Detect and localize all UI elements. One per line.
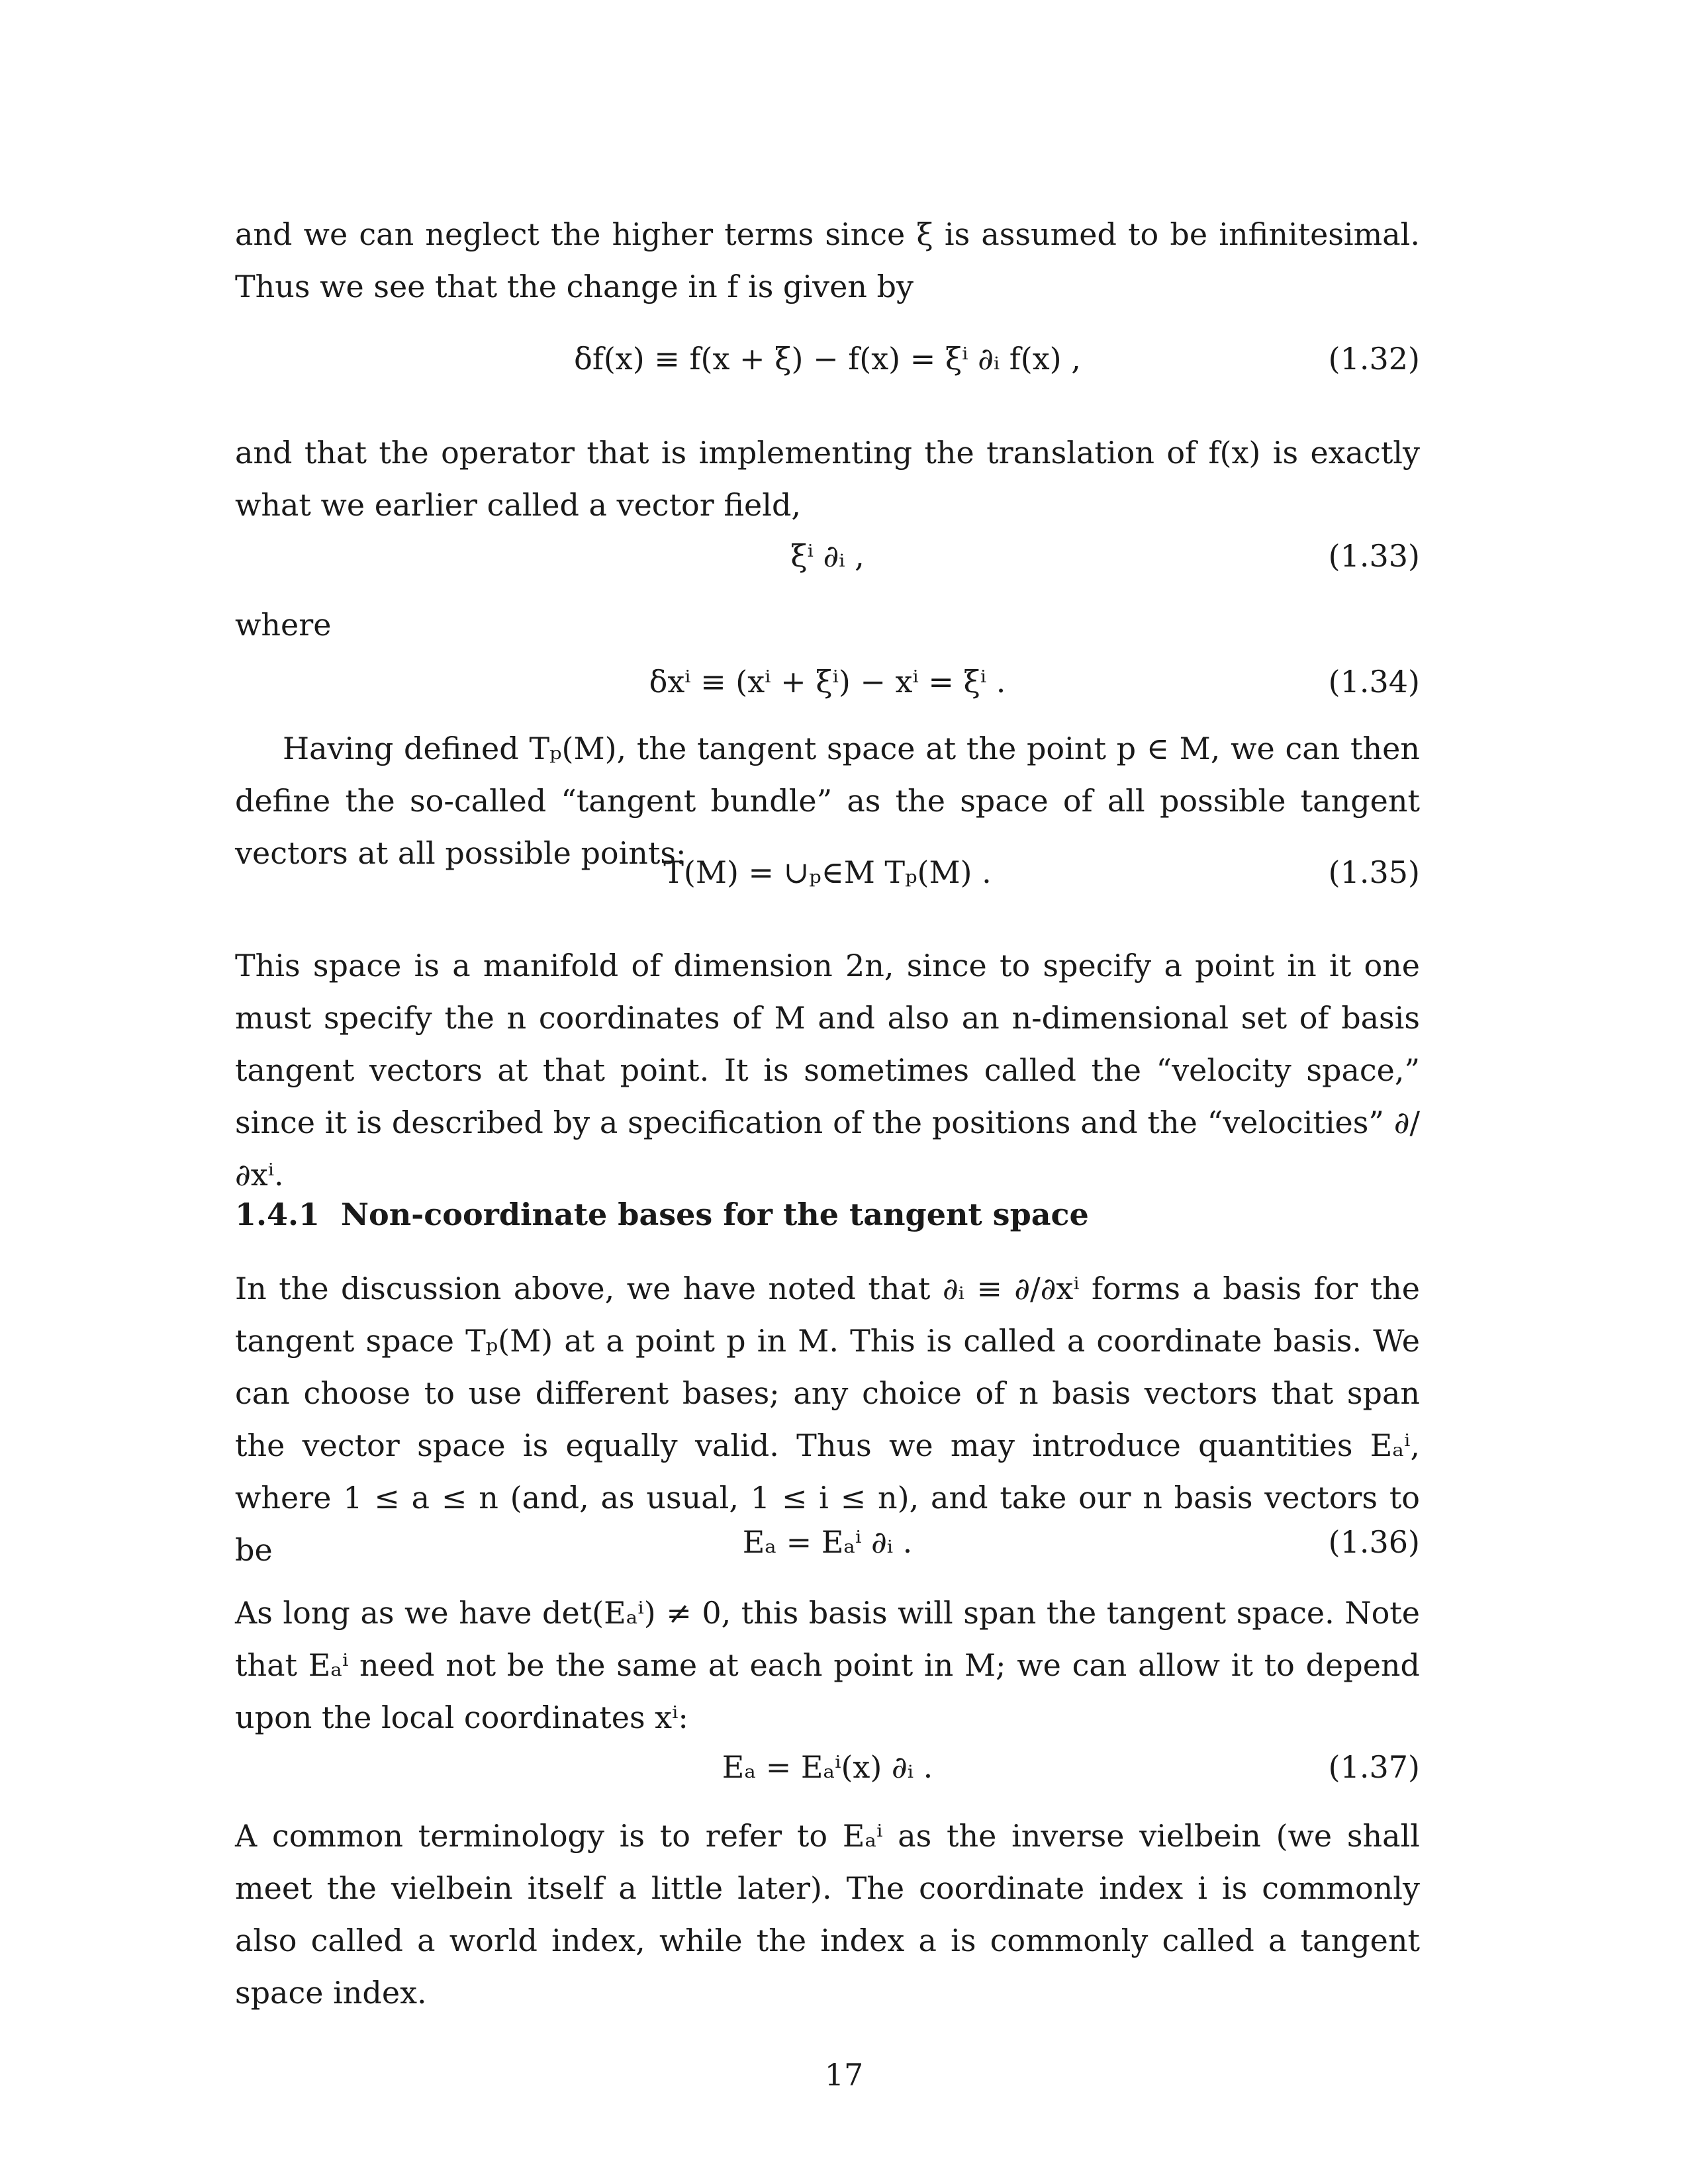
equation-number: (1.32)	[1328, 341, 1420, 377]
equation-number: (1.36)	[1328, 1524, 1420, 1560]
equation-expression: δxⁱ ≡ (xⁱ + ξⁱ) − xⁱ = ξⁱ .	[649, 664, 1006, 700]
section-number: 1.4.1	[235, 1197, 320, 1232]
equation-1-32	[235, 332, 1420, 385]
equation-expression: δf(x) ≡ f(x + ξ) − f(x) = ξⁱ ∂ᵢ f(x) ,	[574, 341, 1081, 377]
equation-number: (1.34)	[1328, 664, 1420, 700]
section-title: Non-coordinate bases for the tangent space	[341, 1197, 1089, 1232]
equation-1-33	[235, 529, 1420, 582]
equation-1-37	[235, 1741, 1420, 1794]
section-heading	[235, 1188, 1420, 1241]
equation-expression: Eₐ = Eₐⁱ(x) ∂ᵢ .	[722, 1749, 933, 1785]
paragraph-3: where	[235, 607, 332, 643]
paragraph-4: Having defined Tₚ(M), the tangent space at the point p ∈ M, we can then define the so-called “tangent bundle” as the space of all possible tangent vectors at all possible points:	[235, 731, 1420, 871]
equation-1-36	[235, 1516, 1420, 1569]
equation-number: (1.37)	[1328, 1749, 1420, 1785]
paragraph-1: and we can neglect the higher terms since ξ is assumed to be infinitesimal. Thus we see that the change in f is given by	[235, 216, 1420, 304]
equation-expression: ξⁱ ∂ᵢ ,	[790, 538, 865, 574]
equation-1-34	[235, 655, 1420, 708]
paragraph-5: This space is a manifold of dimension 2n, since to specify a point in it one must specify the n coordinates of M and also an n-dimensional set of basis tangent vectors at that point. It is sometimes called the “velocity space,” since it is described by a specification of the positions and the “velocities” ∂/∂xⁱ.	[235, 948, 1420, 1193]
paragraph-7: As long as we have det(Eₐⁱ) ≠ 0, this basis will span the tangent space. Note that Eₐⁱ need not be the same at each point in M; we can allow it to depend upon the local coordinates xⁱ:	[235, 1595, 1420, 1735]
equation-expression: Eₐ = Eₐⁱ ∂ᵢ .	[742, 1524, 913, 1560]
equation-expression: T(M) = ∪ₚ∈M Tₚ(M) .	[663, 854, 992, 890]
equation-number: (1.35)	[1328, 854, 1420, 890]
paragraph-8: A common terminology is to refer to Eₐⁱ as the inverse vielbein (we shall meet the vielbein itself a little later). The coordinate index i is commonly also called a world index, while the index a is commonly called a tangent space index.	[235, 1818, 1420, 2011]
paragraph-2: and that the operator that is implementing the translation of f(x) is exactly what we earlier called a vector field,	[235, 435, 1420, 523]
equation-number: (1.33)	[1328, 538, 1420, 574]
page-number: 17	[824, 2057, 864, 2093]
equation-1-35	[235, 846, 1420, 899]
paragraph-6: In the discussion above, we have noted that ∂ᵢ ≡ ∂/∂xⁱ forms a basis for the tangent space Tₚ(M) at a point p in M. This is called a coordinate basis. We can choose to use different bases; any choice of n basis vectors that span the vector space is equally valid. Thus we may introduce quantities Eₐⁱ, where 1 ≤ a ≤ n (and, as usual, 1 ≤ i ≤ n), and take our n basis vectors to be	[235, 1271, 1420, 1568]
